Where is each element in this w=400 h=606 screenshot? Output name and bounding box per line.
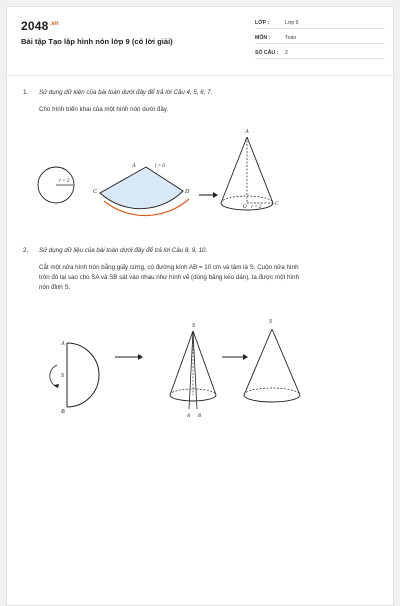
roll-left-side xyxy=(170,331,193,395)
half-label-B: B xyxy=(61,409,65,415)
meta-grade-value: Lớp 9 xyxy=(285,20,299,26)
net-label-l: l = 6 xyxy=(155,164,165,169)
question-1-number: 1. xyxy=(23,89,29,96)
question-2-body-line-2: tròn đó lại sao cho SA và SB sát vào nhau như hình vẽ (dùng băng keo dán), ta được một hình xyxy=(39,274,300,281)
figure-half-circle-roll xyxy=(7,309,395,429)
cone-base-front xyxy=(221,203,273,210)
roll-arrow-1-head xyxy=(138,354,143,360)
document-title: Bài tập Tạo lập hình nón lớp 9 (có lời giải) xyxy=(21,37,173,46)
page-header xyxy=(7,7,395,71)
final-label-S: S xyxy=(269,319,272,325)
question-2-body-line-1: Cắt một nửa hình tròn bằng giấy cứng, có đường kính AB = 10 cm và tâm là S. Cuộn nửa hình xyxy=(39,264,299,271)
cone-right-side xyxy=(247,137,273,203)
worksheet-page xyxy=(6,6,394,606)
net-label-D: D xyxy=(185,189,190,195)
cone-label-O: O xyxy=(243,205,247,210)
half-curl-arrow xyxy=(50,365,57,387)
roll-label-S: S xyxy=(192,323,195,329)
net-label-A: A xyxy=(132,163,136,169)
meta-count-value: 2 xyxy=(285,50,288,56)
question-1-body: Cho hình triển khai của một hình nón dưới đây. xyxy=(39,106,169,113)
question-2-instruction: Sử dụng dữ liệu của bài toán dưới đây để trả lời Câu 8, 9, 10. xyxy=(39,247,208,254)
meta-count-key: SỐ CÂU : xyxy=(255,50,279,56)
net-sector xyxy=(100,167,183,209)
roll-arrow-2-head xyxy=(243,354,248,360)
meta-subject-key: MÔN : xyxy=(255,35,271,41)
figure-cone-net xyxy=(7,115,395,225)
question-1-instruction: Sử dụng dữ kiện của bài toán dưới đây để trả lời Câu 4, 5, 6, 7. xyxy=(39,89,213,96)
meta-grade xyxy=(255,17,385,29)
cone-label-apex: A xyxy=(245,129,249,135)
roll-label-A: A xyxy=(187,414,191,419)
roll-label-B: B xyxy=(198,414,202,419)
cone-label-C: C xyxy=(275,201,279,207)
meta-subject xyxy=(255,32,385,44)
logo-text: 2048 xyxy=(21,19,49,33)
header-divider xyxy=(7,75,395,76)
meta-grade-key: LỚP : xyxy=(255,20,270,26)
cone-left-side xyxy=(221,137,247,203)
question-2-number: 2. xyxy=(23,247,29,254)
final-left-side xyxy=(244,329,272,395)
roll-seam-b xyxy=(193,331,197,409)
half-circle-arc xyxy=(67,343,99,407)
meta-subject-value: Toán xyxy=(285,35,297,41)
logo-suffix: .vn xyxy=(49,21,59,27)
meta-count xyxy=(255,47,385,59)
final-base-front xyxy=(244,395,300,402)
final-right-side xyxy=(272,329,300,395)
net-label-C: C xyxy=(93,189,98,195)
net-arrow-head xyxy=(213,192,218,198)
net-radius-label: r = 2 xyxy=(59,179,70,184)
half-label-S: S xyxy=(61,373,64,379)
cone-label-r: r = 2 xyxy=(251,205,262,210)
half-label-A: A xyxy=(61,341,65,347)
final-base-back xyxy=(244,388,300,395)
question-2-body-line-3: nón đỉnh S. xyxy=(39,284,71,291)
roll-seam-a xyxy=(189,331,193,409)
site-logo[interactable] xyxy=(21,19,59,33)
roll-right-side xyxy=(193,331,216,395)
roll-base-front xyxy=(170,395,216,401)
